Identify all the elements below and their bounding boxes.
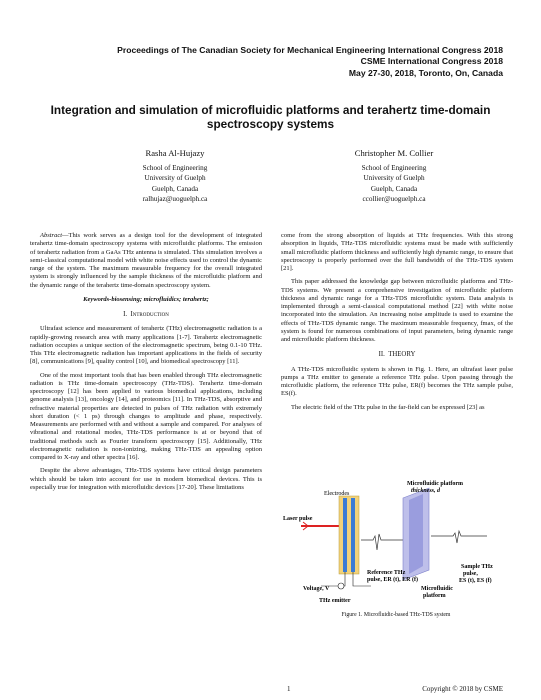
right-column	[281, 232, 513, 417]
emitter-substrate	[339, 496, 359, 574]
label-sample-2: pulse,	[463, 571, 478, 577]
left-column	[30, 232, 262, 497]
label-reference-1: Reference THz	[367, 570, 406, 576]
author-location: Guelph, Canada	[151, 184, 199, 193]
section-heading-theory	[281, 351, 513, 359]
author-name: Rasha Al-Hujazy	[145, 148, 205, 158]
electrode-1	[343, 498, 347, 572]
section-number: II.	[378, 351, 385, 359]
label-sample-3: ES (t), ES (f)	[459, 578, 492, 584]
paragraph: A THz-TDS microfluidic system is shown in Fig. 1. Here, an ultrafast laser pulse pumps a THz emitter to generate a reference THz pulse. Upon passing through the microfluidic platform, the reference THz pulse, ER(f) becomes the THz sample pulse, ES(f).	[281, 365, 513, 398]
label-microfluidic-2: platform	[423, 593, 446, 599]
paragraph: This paper addressed the knowledge gap between microfluidic platforms and THz-TDS systems. We present a comprehensive investigation of microfluidic platform thickness and dynamic range for a THz-TDS microfluidic system. Data analysis is implemented through a semi-classical computational method [22] with white noise incorporated into the simulation. An increasing noise amplitude is used to examine the effects of THz-TDS dynamic range. The maximum measurable frequency, fmax, of the system is found for numerous combinations of input parameters, being dynamic range and microfluidic platform thickness.	[281, 278, 513, 343]
label-microfluidic-1: Microfluidic	[421, 586, 453, 592]
paper-title: Integration and simulation of microfluidic platforms and terahertz time-domain spectroscopy systems	[50, 103, 491, 131]
label-platform-thickness: Microfluidic platform	[407, 481, 464, 487]
author-2	[314, 148, 474, 205]
section-heading-intro	[30, 311, 262, 319]
paragraph: Ultrafast science and measurement of terahertz (THz) electromagnetic radiation is a rapidly-growing research area with many applications [1-7]. Terahertz electromagnetic radiation occupies a unique section of the electromagnetic spectrum, being 0.1-10 THz. This THz electromagnetic radiation has important applications in the fields of security [8], communications [9], quality control [10], and biomedical spectroscopy [11].	[30, 325, 262, 366]
label-sample-1: Sample THz	[461, 564, 493, 570]
voltage-source-icon	[338, 583, 344, 589]
author-university: University of Guelph	[363, 174, 425, 183]
figure-1-diagram	[281, 478, 511, 613]
abstract-text: —This work serves as a design tool for the development of integrated terahertz time-domain spectroscopy systems with microfluidic platforms. The emission of terahertz radiation from a GaAs THz antenna is simulated. This simulation involves a semi-classical computational model with white noise effects used to control the dynamic range of the system. The maximum measurable frequency for the overall integrated system is strongly influenced by the sample thickness of the microfluidic platform and the dynamic range of the terahertz time-domain spectroscopy system.	[30, 232, 262, 289]
keywords: Keywords-biosensing; microfluidics; terahertz;	[83, 295, 209, 303]
conference-line-3: May 27-30, 2018, Toronto, On, Canada	[348, 67, 503, 78]
paragraph: come from the strong absorption of liquids at THz frequencies. With this strong absorption in liquids, THz-TDS microfluidic systems must be made with sufficiently small microfluidic platform thickness and sufficiently high dynamic range, to ensure that spectroscopy is properly performed over the full bandwidth of the THz-TDS system [21].	[281, 232, 513, 272]
author-email: ccollier@uoguelph.ca	[362, 195, 426, 204]
label-thickness-d: thickness, d	[411, 488, 441, 494]
conference-header	[117, 45, 503, 79]
electrode-2	[351, 498, 355, 572]
reference-pulse-trace	[361, 534, 403, 550]
author-dept: School of Engineering	[361, 163, 427, 172]
paragraph: Despite the above advantages, THz-TDS systems have critical design parameters which should be taken into account for use in modern biomedical devices. This is especially true for integration with microfluidic devices [17-20]. These limitations	[30, 467, 262, 491]
label-voltage: Voltage, V	[303, 586, 330, 592]
author-name: Christopher M. Collier	[354, 148, 434, 158]
abstract	[30, 232, 262, 290]
abstract-label: Abstract	[40, 232, 63, 239]
section-title: THEORY	[388, 351, 416, 359]
copyright: Copyright © 2018 by CSME	[422, 685, 503, 693]
author-university: University of Guelph	[144, 174, 206, 183]
section-title: Introduction	[130, 311, 169, 318]
conference-line-1: Proceedings of The Canadian Society for Mechanical Engineering International Congress 2018	[117, 45, 503, 55]
sample-pulse-trace	[431, 531, 487, 543]
label-emitter: THz emitter	[319, 598, 351, 604]
author-dept: School of Engineering	[142, 163, 208, 172]
label-laser-pulse: Laser pulse	[283, 516, 313, 522]
section-number: I.	[123, 311, 128, 318]
paragraph: One of the most important tools that has been enabled through THz electromagnetic radiation is THz time-domain spectroscopy (THz-TDS). Terahertz time-domain spectroscopy [12] has been applied to various biomedical applications, including genome analysis [13], oncology [14], and proteomics [11]. In THz-TDS, absorptive and refractive material properties are detected in pulses of THz radiation with extremely short duration (< 1 ps) through changes to amplitude and phase, respectively. Measurements are performed with and without a sample and compared. For analyses of vibrational and rotational modes, THz-TDS performance is at or beyond that of traditional methods such as Fourier transform spectroscopy [15]. Additionally, THz electromagnetic radiation is non-ionizing, making THz-TDS an appealing option compared to X-ray and other spectra [16].	[30, 371, 262, 461]
page-number: 1	[287, 685, 291, 693]
label-electrodes: Electrodes	[324, 491, 350, 497]
label-reference-2: pulse, ER (t), ER (f)	[367, 577, 418, 583]
author-location: Guelph, Canada	[370, 184, 418, 193]
figure-caption: Figure 1. Microfluidic-based THz-TDS system	[341, 612, 451, 618]
conference-line-2: CSME International Congress 2018	[360, 56, 503, 67]
author-email: ralhujaz@uoguelph.ca	[142, 195, 208, 204]
author-1	[95, 148, 255, 205]
paragraph: The electric field of the THz pulse in the far-field can be expressed [23] as	[291, 403, 485, 411]
microfluidic-channel	[409, 494, 423, 574]
